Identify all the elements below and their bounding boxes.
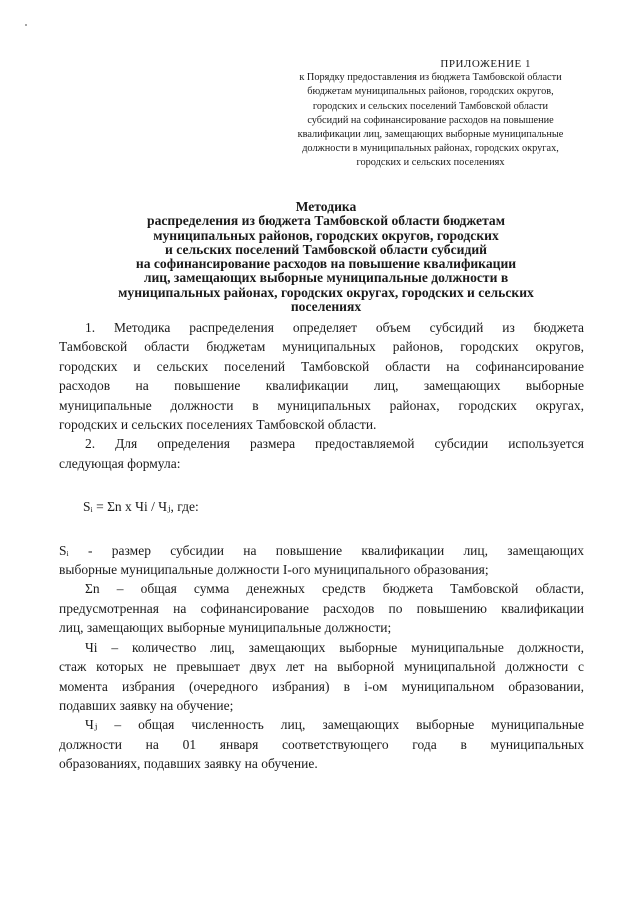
scan-speck — [25, 24, 27, 26]
title-line: муниципальных районов, городских округов, городских — [153, 227, 499, 243]
text-line: предусмотренная на софинансирование расходов по повышению квалификации — [59, 600, 584, 616]
title-line: лиц, замещающих выборные муниципальные должности в — [143, 270, 509, 286]
appendix-line: городских и сельских поселениях — [356, 157, 505, 169]
text-line: образованиях, подавших заявку на обучение. — [59, 756, 318, 772]
title-line: на софинансирование расходов на повышение квалификации — [135, 256, 517, 272]
appendix-line: бюджетам муниципальных районов, городских округов, — [307, 86, 554, 98]
appendix-line: городских и сельских поселений Тамбовской области — [312, 100, 549, 112]
text-line: Σn – общая сумма денежных средств бюджета Тамбовской области, — [85, 581, 584, 597]
definition-sum — [59, 579, 584, 637]
appendix-title: ПРИЛОЖЕНИЕ 1 — [440, 58, 531, 70]
title-line: и сельских поселений Тамбовской области субсидий — [165, 241, 487, 257]
text-line: подавших заявку на обучение; — [59, 697, 234, 713]
text-line: Sᵢ - размер субсидии на повышение квалификации лиц, замещающих — [59, 542, 584, 558]
text-line: стаж которых не превышает двух лет на выборной муниципальной должности с — [59, 659, 584, 675]
definition-s — [59, 541, 584, 580]
appendix-line: должности в муниципальных районах, городских округах, — [302, 143, 559, 155]
text-line: расходов на повышение квалификации лиц, замещающих выборные — [59, 378, 584, 394]
text-line: муниципальные должности в муниципальных районах, городских округах, — [59, 397, 584, 413]
text-line: момента избрания (очередного избрания) в i-ом муниципальном образовании, — [59, 678, 584, 694]
title-line: муниципальных районах, городских округах, городских и сельских — [118, 284, 534, 300]
definition-chj — [59, 715, 584, 773]
appendix-header — [258, 57, 603, 171]
paragraph-1 — [59, 318, 584, 434]
formula: Sᵢ = Σn x Чi / Чⱼ, где: — [83, 499, 199, 515]
appendix-line: к Порядку предоставления из бюджета Тамбовской области — [299, 72, 562, 84]
text-line: должности на 01 января соответствующего года в муниципальных — [59, 736, 584, 752]
document-body — [59, 318, 584, 774]
appendix-line: субсидий на софинансирование расходов на повышение — [307, 114, 554, 126]
text-line: городских и сельских поселений Тамбовской области на софинансирование — [59, 358, 584, 374]
title-line: Методика — [295, 199, 357, 214]
text-line: Тамбовской области бюджетам муниципальных районов, городских округов, — [59, 339, 584, 355]
methodology-title — [70, 200, 582, 314]
text-line: 1. Методика распределения определяет объем субсидий из бюджета — [85, 320, 584, 335]
text-line: Чi – количество лиц, замещающих выборные муниципальные должности, — [85, 639, 584, 655]
definition-chi — [59, 638, 584, 716]
appendix-line: квалификации лиц, замещающих выборные муниципальные — [297, 129, 564, 141]
paragraph-2 — [59, 434, 584, 473]
title-line: поселениях — [290, 299, 362, 315]
text-line: следующая формула: — [59, 455, 181, 471]
text-line: выборные муниципальные должности I-ого муниципального образования; — [59, 562, 489, 578]
text-line: лиц, замещающих выборные муниципальные должности; — [59, 620, 392, 636]
title-line: распределения из бюджета Тамбовской области бюджетам — [147, 213, 505, 229]
text-line: городских и сельских поселениях Тамбовской области. — [59, 417, 377, 433]
text-line: 2. Для определения размера предоставляемой субсидии используется — [85, 436, 584, 452]
text-line: Чⱼ – общая численность лиц, замещающих выборные муниципальные — [85, 717, 584, 733]
